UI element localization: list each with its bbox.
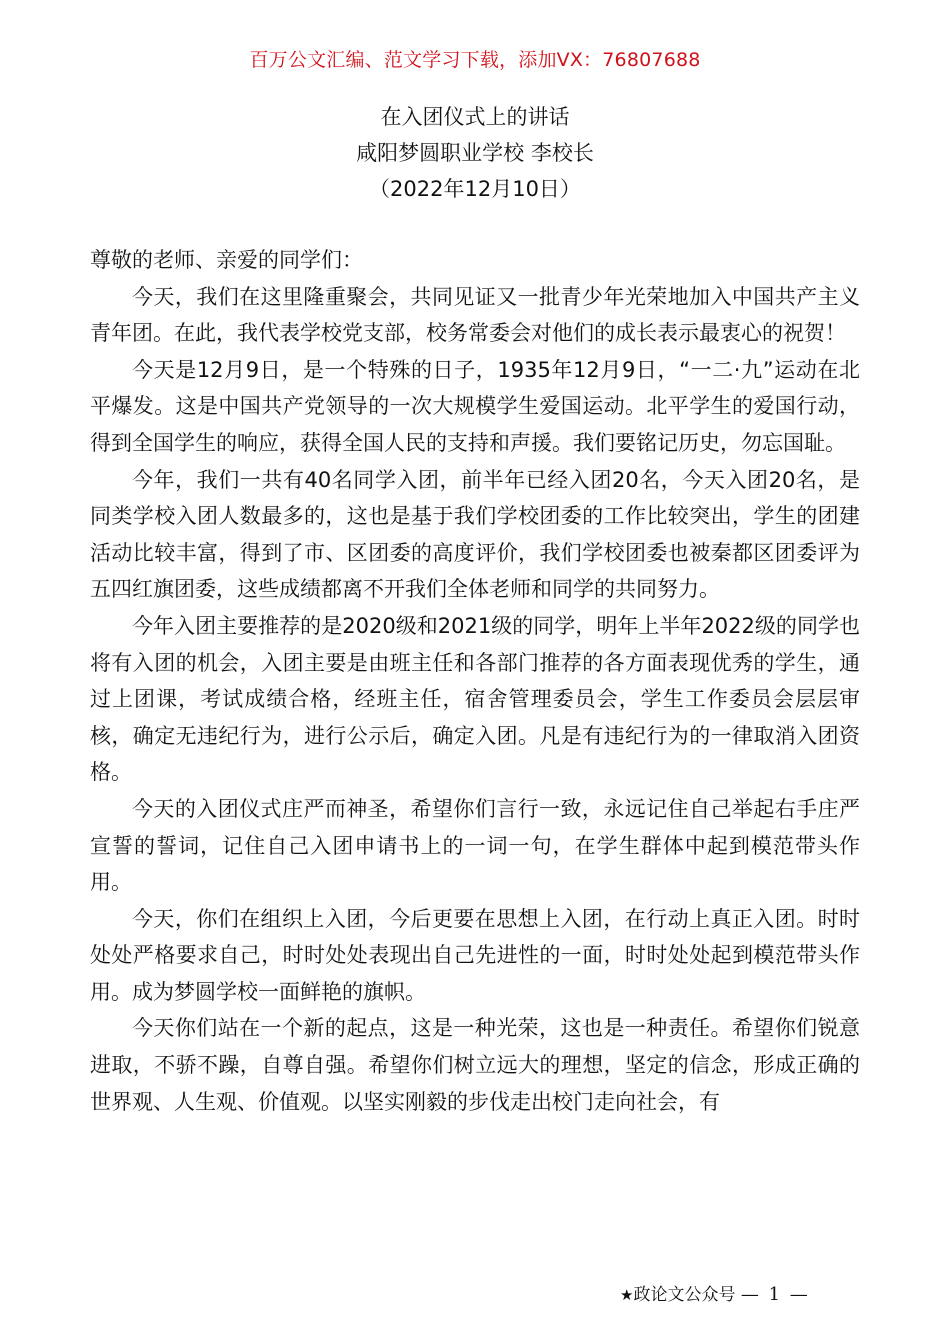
page-footer xyxy=(620,1282,860,1308)
paragraph: 今天你们站在一个新的起点，这是一种光荣，这也是一种责任。希望你们锐意进取，不骄不躁，自尊自强。希望你们树立远大的理想，坚定的信念，形成正确的世界观、人生观、价值观。以坚实刚毅的步伐走出校门走向社会，有 xyxy=(90,1016,860,1114)
paragraph: 今天，我们在这里隆重聚会，共同见证又一批青少年光荣地加入中国共产主义青年团。在此，我代表学校党支部，校务常委会对他们的成长表示最衷心的祝贺！ xyxy=(90,284,860,346)
salutation: 尊敬的老师、亲爱的同学们： xyxy=(90,248,363,272)
star-icon: ★ xyxy=(620,1286,634,1304)
paragraph: 今年，我们一共有40名同学入团，前半年已经入团20名，今天入团20名，是同类学校入团人数最多的，这也是基于我们学校团委的工作比较突出，学生的团建活动比较丰富，得到了市、区团委的高度评价，我们学校团委也被秦都区团委评为五四红旗团委，这些成绩都离不开我们全体老师和同学的共同努力。 xyxy=(90,467,860,602)
document-author: 咸阳梦圆职业学校 李校长 xyxy=(356,141,594,165)
footer-label: 政论文公众号 xyxy=(633,1285,736,1305)
paragraph: 今天，你们在组织上入团，今后更要在思想上入团，在行动上真正入团。时时处处严格要求自己，时时处处表现出自己先进性的一面，时时处处起到模范带头作用。成为梦圆学校一面鲜艳的旗帜。 xyxy=(90,906,860,1004)
document-date: （2022年12月10日） xyxy=(369,177,581,201)
paragraph: 今年入团主要推荐的是2020级和2021级的同学，明年上半年2022级的同学也将有入团的机会，入团主要是由班主任和各部门推荐的各方面表现优秀的学生，通过上团课，考试成绩合格，经班主任，宿舍管理委员会，学生工作委员会层层审核，确定无违纪行为，进行公示后，确定入团。凡是有违纪行为的一律取消入团资格。 xyxy=(90,613,860,785)
document-header xyxy=(0,99,950,207)
promo-banner: 百万公文汇编、范文学习下载，添加VX：76807688 xyxy=(249,49,701,71)
document-title: 在入团仪式上的讲话 xyxy=(380,105,570,129)
document-body xyxy=(90,242,860,1120)
paragraph: 今天的入团仪式庄严而神圣，希望你们言行一致，永远记住自己举起右手庄严宣誓的誓词，记住自己入团申请书上的一词一句，在学生群体中起到模范带头作用。 xyxy=(90,796,860,895)
paragraph: 今天是12月9日，是一个特殊的日子，1935年12月9日，“一二·九”运动在北平爆发。这是中国共产党领导的一次大规模学生爱国运动。北平学生的爱国行动，得到全国学生的响应，获得全国人民的支持和声援。我们要铭记历史，勿忘国耻。 xyxy=(90,357,860,455)
page-number: — 1 — xyxy=(740,1284,810,1305)
